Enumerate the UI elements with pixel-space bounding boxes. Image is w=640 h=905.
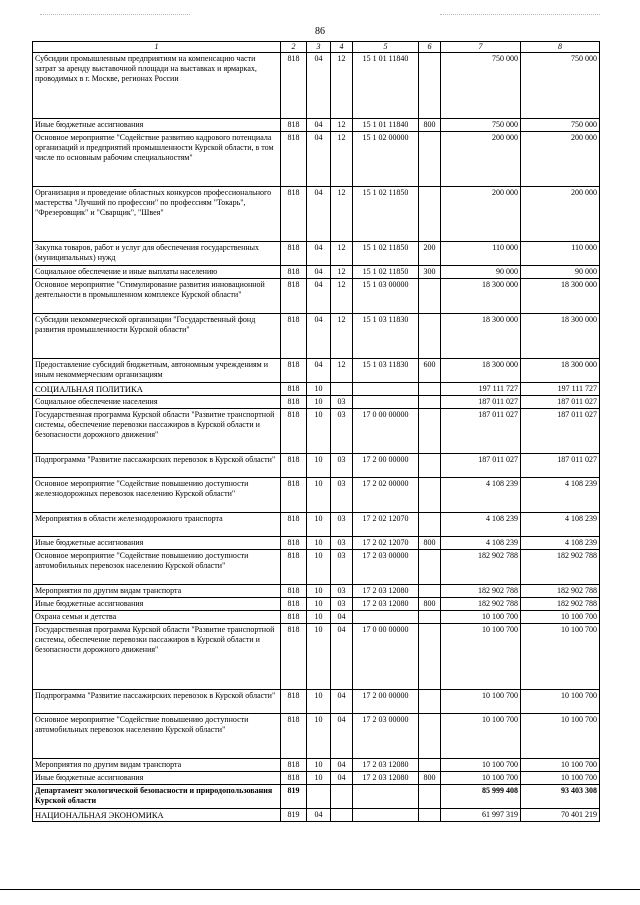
- row-subsection-cell: [331, 383, 353, 396]
- table-row: [33, 314, 600, 359]
- row-ved-cell: 819: [281, 809, 307, 822]
- row-amount-year2-cell: 18 300 000: [521, 314, 600, 359]
- row-amount-year1-cell: 182 902 788: [441, 598, 521, 611]
- row-target-article-cell: [353, 396, 419, 409]
- table-row: [33, 714, 600, 759]
- row-expense-type-cell: [419, 714, 441, 759]
- header-cell: 8: [521, 42, 600, 53]
- row-subsection-cell: 12: [331, 242, 353, 266]
- row-amount-year1-cell: 4 108 239: [441, 478, 521, 513]
- row-section-cell: 10: [307, 690, 331, 714]
- row-ved-cell: 818: [281, 266, 307, 279]
- row-amount-year1-cell: 110 000: [441, 242, 521, 266]
- row-section-cell: 10: [307, 714, 331, 759]
- row-expense-type-cell: [419, 690, 441, 714]
- row-subsection-cell: 04: [331, 714, 353, 759]
- row-expense-type-cell: [419, 409, 441, 454]
- row-amount-year1-cell: 10 100 700: [441, 611, 521, 624]
- row-section-cell: 04: [307, 359, 331, 383]
- row-target-article-cell: [353, 809, 419, 822]
- table-row: [33, 513, 600, 537]
- row-section-cell: 10: [307, 513, 331, 537]
- row-amount-year1-cell: 187 011 027: [441, 454, 521, 478]
- row-subsection-cell: 04: [331, 690, 353, 714]
- row-subsection-cell: 03: [331, 409, 353, 454]
- table-row: [33, 359, 600, 383]
- row-ved-cell: 818: [281, 624, 307, 690]
- row-amount-year1-cell: 750 000: [441, 53, 521, 119]
- row-amount-year2-cell: 10 100 700: [521, 624, 600, 690]
- row-amount-year2-cell: 4 108 239: [521, 478, 600, 513]
- bottom-divider: [0, 889, 640, 890]
- row-ved-cell: 818: [281, 611, 307, 624]
- header-cell: 3: [307, 42, 331, 53]
- row-amount-year1-cell: 18 300 000: [441, 359, 521, 383]
- row-ved-cell: 818: [281, 585, 307, 598]
- row-subsection-cell: 03: [331, 513, 353, 537]
- row-target-article-cell: 15 1 02 11850: [353, 242, 419, 266]
- row-name-cell: НАЦИОНАЛЬНАЯ ЭКОНОМИКА: [33, 809, 281, 822]
- row-name-cell: Основное мероприятие "Содействие повышению доступности автомобильных перевозок населению Курской области": [33, 714, 281, 759]
- header-cell: 1: [33, 42, 281, 53]
- row-amount-year2-cell: 10 100 700: [521, 611, 600, 624]
- row-name-cell: Организация и проведение областных конкурсов профессионального мастерства "Лучший по профессии" по профессиям "Токарь", "Фрезеровщик" и "Сварщик", "Швея": [33, 187, 281, 242]
- row-ved-cell: 818: [281, 454, 307, 478]
- row-expense-type-cell: 800: [419, 772, 441, 785]
- row-target-article-cell: 17 0 00 00000: [353, 624, 419, 690]
- row-name-cell: Предоставление субсидий бюджетным, автономным учреждениям и иным некоммерческим организациям: [33, 359, 281, 383]
- row-target-article-cell: 15 1 03 00000: [353, 279, 419, 314]
- row-section-cell: 04: [307, 53, 331, 119]
- row-amount-year2-cell: 200 000: [521, 187, 600, 242]
- row-expense-type-cell: 200: [419, 242, 441, 266]
- row-name-cell: Субсидии промышленным предприятиям на компенсацию части затрат за аренду выставочной площади на выставках и ярмарках, проводимых в г. Москве, регионах России: [33, 53, 281, 119]
- row-target-article-cell: 15 1 01 11840: [353, 53, 419, 119]
- table-row: [33, 785, 600, 809]
- row-subsection-cell: 04: [331, 759, 353, 772]
- table-row: [33, 53, 600, 119]
- row-amount-year2-cell: 187 011 027: [521, 396, 600, 409]
- row-expense-type-cell: [419, 513, 441, 537]
- table-row: [33, 383, 600, 396]
- row-section-cell: 04: [307, 242, 331, 266]
- row-section-cell: 04: [307, 132, 331, 187]
- row-expense-type-cell: [419, 624, 441, 690]
- row-amount-year2-cell: 182 902 788: [521, 550, 600, 585]
- row-name-cell: Иные бюджетные ассигнования: [33, 119, 281, 132]
- row-amount-year2-cell: 10 100 700: [521, 714, 600, 759]
- row-name-cell: Мероприятия по другим видам транспорта: [33, 759, 281, 772]
- row-target-article-cell: 15 1 02 11850: [353, 266, 419, 279]
- row-ved-cell: 818: [281, 242, 307, 266]
- row-target-article-cell: 15 1 03 11830: [353, 359, 419, 383]
- row-expense-type-cell: 800: [419, 598, 441, 611]
- row-ved-cell: 818: [281, 359, 307, 383]
- table-row: [33, 132, 600, 187]
- row-subsection-cell: 12: [331, 279, 353, 314]
- row-ved-cell: 818: [281, 690, 307, 714]
- row-name-cell: Государственная программа Курской области "Развитие транспортной системы, обеспечение перевозки пассажиров в Курской области и безопасности дорожного движения": [33, 409, 281, 454]
- row-amount-year1-cell: 18 300 000: [441, 314, 521, 359]
- row-subsection-cell: 12: [331, 132, 353, 187]
- row-ved-cell: 819: [281, 785, 307, 809]
- row-expense-type-cell: [419, 396, 441, 409]
- row-name-cell: Мероприятия по другим видам транспорта: [33, 585, 281, 598]
- row-section-cell: 10: [307, 409, 331, 454]
- table-header-row: [33, 42, 600, 53]
- row-target-article-cell: 17 2 00 00000: [353, 454, 419, 478]
- row-amount-year1-cell: 4 108 239: [441, 537, 521, 550]
- table-row: [33, 242, 600, 266]
- row-name-cell: Субсидии некоммерческой организации "Государственный фонд развития промышленности Курской области": [33, 314, 281, 359]
- row-ved-cell: 818: [281, 537, 307, 550]
- row-section-cell: 10: [307, 478, 331, 513]
- row-amount-year2-cell: 18 300 000: [521, 279, 600, 314]
- row-section-cell: 10: [307, 396, 331, 409]
- row-expense-type-cell: [419, 53, 441, 119]
- table-row: [33, 266, 600, 279]
- header-cell: 6: [419, 42, 441, 53]
- row-section-cell: 10: [307, 585, 331, 598]
- row-ved-cell: 818: [281, 53, 307, 119]
- table-row: [33, 809, 600, 822]
- row-ved-cell: 818: [281, 132, 307, 187]
- row-name-cell: Социальное обеспечение населения: [33, 396, 281, 409]
- row-section-cell: 10: [307, 537, 331, 550]
- table-row: [33, 409, 600, 454]
- row-section-cell: 04: [307, 187, 331, 242]
- header-cell: 2: [281, 42, 307, 53]
- row-section-cell: 10: [307, 772, 331, 785]
- row-amount-year1-cell: 182 902 788: [441, 585, 521, 598]
- row-amount-year1-cell: 197 111 727: [441, 383, 521, 396]
- row-subsection-cell: 12: [331, 187, 353, 242]
- row-subsection-cell: 03: [331, 550, 353, 585]
- row-name-cell: Иные бюджетные ассигнования: [33, 772, 281, 785]
- row-name-cell: Подпрограмма "Развитие пассажирских перевозок в Курской области": [33, 454, 281, 478]
- table-row: [33, 537, 600, 550]
- row-amount-year2-cell: 197 111 727: [521, 383, 600, 396]
- row-name-cell: Подпрограмма "Развитие пассажирских перевозок в Курской области": [33, 690, 281, 714]
- row-amount-year1-cell: 10 100 700: [441, 759, 521, 772]
- row-name-cell: Государственная программа Курской области "Развитие транспортной системы, обеспечение перевозки пассажиров в Курской области и безопасности дорожного движения": [33, 624, 281, 690]
- row-amount-year1-cell: 10 100 700: [441, 714, 521, 759]
- row-amount-year2-cell: 4 108 239: [521, 537, 600, 550]
- row-amount-year1-cell: 750 000: [441, 119, 521, 132]
- row-amount-year1-cell: 90 000: [441, 266, 521, 279]
- row-ved-cell: 818: [281, 119, 307, 132]
- row-amount-year2-cell: 10 100 700: [521, 772, 600, 785]
- row-section-cell: 04: [307, 809, 331, 822]
- row-section-cell: 10: [307, 624, 331, 690]
- scan-artifact: [40, 14, 190, 16]
- row-section-cell: 04: [307, 266, 331, 279]
- row-section-cell: 04: [307, 119, 331, 132]
- row-section-cell: 04: [307, 314, 331, 359]
- row-amount-year1-cell: 61 997 319: [441, 809, 521, 822]
- row-target-article-cell: 17 2 03 00000: [353, 714, 419, 759]
- row-target-article-cell: 17 2 03 12080: [353, 585, 419, 598]
- row-amount-year1-cell: 10 100 700: [441, 772, 521, 785]
- row-amount-year2-cell: 182 902 788: [521, 598, 600, 611]
- row-subsection-cell: 04: [331, 611, 353, 624]
- row-expense-type-cell: [419, 478, 441, 513]
- row-ved-cell: 818: [281, 550, 307, 585]
- row-amount-year1-cell: 187 011 027: [441, 396, 521, 409]
- table-row: [33, 478, 600, 513]
- row-expense-type-cell: 800: [419, 119, 441, 132]
- row-expense-type-cell: 800: [419, 537, 441, 550]
- row-amount-year2-cell: 187 011 027: [521, 454, 600, 478]
- row-expense-type-cell: [419, 785, 441, 809]
- row-ved-cell: 818: [281, 598, 307, 611]
- row-name-cell: Охрана семьи и детства: [33, 611, 281, 624]
- row-section-cell: 10: [307, 598, 331, 611]
- row-target-article-cell: 15 1 02 00000: [353, 132, 419, 187]
- header-cell: 4: [331, 42, 353, 53]
- row-amount-year2-cell: 750 000: [521, 119, 600, 132]
- table-row: [33, 624, 600, 690]
- row-expense-type-cell: [419, 759, 441, 772]
- table-row: [33, 772, 600, 785]
- table-row: [33, 279, 600, 314]
- row-subsection-cell: 03: [331, 585, 353, 598]
- row-amount-year2-cell: 182 902 788: [521, 585, 600, 598]
- row-name-cell: Иные бюджетные ассигнования: [33, 537, 281, 550]
- row-expense-type-cell: [419, 314, 441, 359]
- row-name-cell: СОЦИАЛЬНАЯ ПОЛИТИКА: [33, 383, 281, 396]
- row-section-cell: [307, 785, 331, 809]
- row-target-article-cell: 17 2 03 12080: [353, 759, 419, 772]
- row-target-article-cell: 17 2 03 12080: [353, 598, 419, 611]
- row-ved-cell: 818: [281, 478, 307, 513]
- table-row: [33, 585, 600, 598]
- row-amount-year1-cell: 187 011 027: [441, 409, 521, 454]
- budget-table: [32, 41, 600, 822]
- row-target-article-cell: 17 2 02 00000: [353, 478, 419, 513]
- row-subsection-cell: 03: [331, 537, 353, 550]
- row-amount-year1-cell: 200 000: [441, 132, 521, 187]
- table-row: [33, 396, 600, 409]
- row-section-cell: 04: [307, 279, 331, 314]
- row-name-cell: Социальное обеспечение и иные выплаты населению: [33, 266, 281, 279]
- row-expense-type-cell: [419, 585, 441, 598]
- table-row: [33, 759, 600, 772]
- row-amount-year2-cell: 70 401 219: [521, 809, 600, 822]
- row-amount-year2-cell: 750 000: [521, 53, 600, 119]
- row-amount-year1-cell: 85 999 408: [441, 785, 521, 809]
- row-subsection-cell: 12: [331, 53, 353, 119]
- row-target-article-cell: 17 0 00 00000: [353, 409, 419, 454]
- row-amount-year1-cell: 182 902 788: [441, 550, 521, 585]
- row-name-cell: Закупка товаров, работ и услуг для обеспечения государственных (муниципальных) нужд: [33, 242, 281, 266]
- row-expense-type-cell: 600: [419, 359, 441, 383]
- table-row: [33, 119, 600, 132]
- row-amount-year1-cell: 4 108 239: [441, 513, 521, 537]
- row-name-cell: Основное мероприятие "Содействие повышению доступности железнодорожных перевозок населению Курской области": [33, 478, 281, 513]
- row-amount-year1-cell: 10 100 700: [441, 624, 521, 690]
- table-row: [33, 454, 600, 478]
- row-subsection-cell: 03: [331, 598, 353, 611]
- table-row: [33, 598, 600, 611]
- row-subsection-cell: 04: [331, 772, 353, 785]
- row-expense-type-cell: [419, 187, 441, 242]
- row-target-article-cell: 15 1 01 11840: [353, 119, 419, 132]
- row-expense-type-cell: [419, 550, 441, 585]
- row-subsection-cell: 03: [331, 478, 353, 513]
- row-name-cell: Основное мероприятие "Содействие повышению доступности автомобильных перевозок населению Курской области": [33, 550, 281, 585]
- row-target-article-cell: [353, 785, 419, 809]
- row-subsection-cell: 04: [331, 624, 353, 690]
- row-expense-type-cell: 300: [419, 266, 441, 279]
- row-amount-year2-cell: 110 000: [521, 242, 600, 266]
- row-ved-cell: 818: [281, 383, 307, 396]
- row-ved-cell: 818: [281, 409, 307, 454]
- table-row: [33, 187, 600, 242]
- row-ved-cell: 818: [281, 513, 307, 537]
- row-expense-type-cell: [419, 809, 441, 822]
- row-section-cell: 10: [307, 550, 331, 585]
- row-target-article-cell: [353, 383, 419, 396]
- row-subsection-cell: [331, 785, 353, 809]
- row-ved-cell: 818: [281, 314, 307, 359]
- row-name-cell: Департамент экологической безопасности и природопользования Курской области: [33, 785, 281, 809]
- row-amount-year2-cell: 10 100 700: [521, 690, 600, 714]
- table-row: [33, 611, 600, 624]
- row-expense-type-cell: [419, 454, 441, 478]
- row-amount-year2-cell: 90 000: [521, 266, 600, 279]
- row-section-cell: 10: [307, 759, 331, 772]
- row-name-cell: Основное мероприятие "Содействие развитию кадрового потенциала организаций и предприятий промышленности Курской области, в том числе по основным рабочим специальностям": [33, 132, 281, 187]
- row-section-cell: 10: [307, 454, 331, 478]
- table-row: [33, 690, 600, 714]
- row-target-article-cell: 17 2 02 12070: [353, 513, 419, 537]
- row-target-article-cell: 17 2 02 12070: [353, 537, 419, 550]
- row-expense-type-cell: [419, 611, 441, 624]
- row-target-article-cell: 17 2 03 00000: [353, 550, 419, 585]
- header-cell: 7: [441, 42, 521, 53]
- row-amount-year2-cell: 4 108 239: [521, 513, 600, 537]
- row-section-cell: 10: [307, 383, 331, 396]
- page-number: 86: [315, 26, 325, 37]
- row-expense-type-cell: [419, 279, 441, 314]
- row-amount-year2-cell: 10 100 700: [521, 759, 600, 772]
- row-name-cell: Мероприятия в области железнодорожного транспорта: [33, 513, 281, 537]
- row-ved-cell: 818: [281, 187, 307, 242]
- row-subsection-cell: 03: [331, 396, 353, 409]
- row-subsection-cell: [331, 809, 353, 822]
- row-name-cell: Основное мероприятие "Стимулирование развития инновационной деятельности в промышленном комплексе Курской области": [33, 279, 281, 314]
- row-name-cell: Иные бюджетные ассигнования: [33, 598, 281, 611]
- row-amount-year1-cell: 18 300 000: [441, 279, 521, 314]
- row-target-article-cell: 15 1 03 11830: [353, 314, 419, 359]
- row-amount-year2-cell: 18 300 000: [521, 359, 600, 383]
- table-row: [33, 550, 600, 585]
- row-subsection-cell: 12: [331, 119, 353, 132]
- row-expense-type-cell: [419, 383, 441, 396]
- row-ved-cell: 818: [281, 279, 307, 314]
- row-amount-year2-cell: 93 403 308: [521, 785, 600, 809]
- row-ved-cell: 818: [281, 759, 307, 772]
- table-body: [33, 53, 600, 822]
- row-subsection-cell: 12: [331, 314, 353, 359]
- row-target-article-cell: [353, 611, 419, 624]
- row-target-article-cell: 17 2 00 00000: [353, 690, 419, 714]
- row-expense-type-cell: [419, 132, 441, 187]
- row-target-article-cell: 17 2 03 12080: [353, 772, 419, 785]
- row-section-cell: 10: [307, 611, 331, 624]
- scan-artifact: [440, 14, 600, 16]
- row-amount-year2-cell: 187 011 027: [521, 409, 600, 454]
- row-ved-cell: 818: [281, 396, 307, 409]
- row-target-article-cell: 15 1 02 11850: [353, 187, 419, 242]
- row-amount-year1-cell: 200 000: [441, 187, 521, 242]
- row-subsection-cell: 03: [331, 454, 353, 478]
- row-amount-year1-cell: 10 100 700: [441, 690, 521, 714]
- row-subsection-cell: 12: [331, 359, 353, 383]
- row-ved-cell: 818: [281, 772, 307, 785]
- row-ved-cell: 818: [281, 714, 307, 759]
- header-cell: 5: [353, 42, 419, 53]
- row-amount-year2-cell: 200 000: [521, 132, 600, 187]
- row-subsection-cell: 12: [331, 266, 353, 279]
